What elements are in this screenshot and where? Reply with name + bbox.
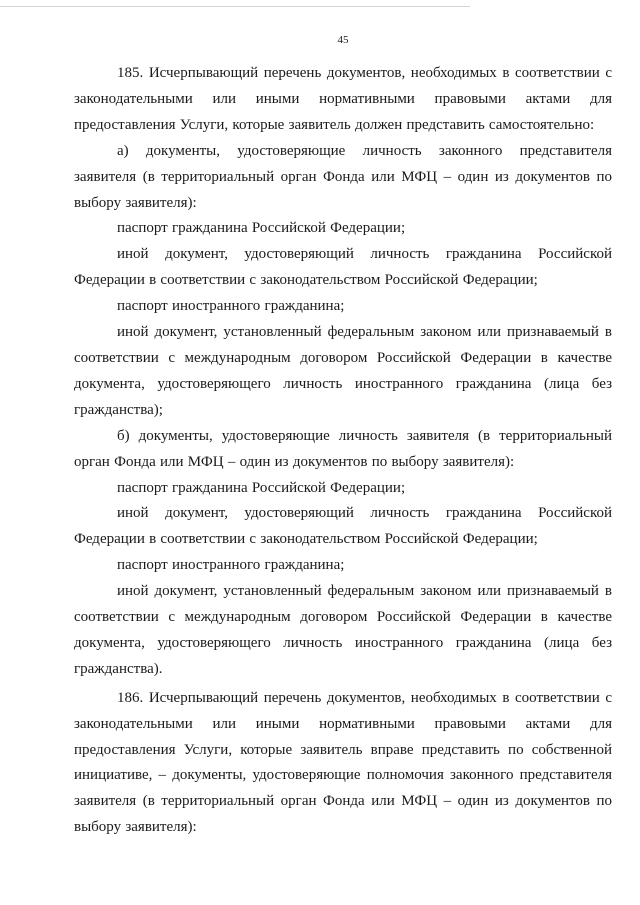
document-body: [74, 61, 612, 841]
list-item-other-doc-foreign: иной документ, установленный федеральным законом или признаваемый в соответствии с международным договором Российской Федерации в качестве документа, удостоверяющего личность иностранного гражданина (лица без гражданства).: [74, 583, 612, 677]
list-item-foreign-passport: паспорт иностранного гражданина;: [117, 298, 345, 315]
paragraph-item-b: б) документы, удостоверяющие личность заявителя (в территориальный орган Фонда или МФЦ – один из документов по выбору заявителя):: [74, 427, 612, 470]
list-item-other-doc-foreign: иной документ, установленный федеральным законом или признаваемый в соответствии с международным договором Российской Федерации в качестве документа, удостоверяющего личность иностранного гражданина (лица без гражданства);: [74, 324, 612, 418]
list-item-passport-rf: паспорт гражданина Российской Федерации;: [117, 220, 406, 237]
list-item-other-doc-rf: иной документ, удостоверяющий личность гражданина Российской Федерации в соответствии с законодательством Российской Федерации;: [74, 505, 612, 548]
paragraph-186-intro: 186. Исчерпывающий перечень документов, необходимых в соответствии с законодательными или иными нормативными правовыми актами для предоставления Услуги, которые заявитель вправе представить по собственной инициативе, – документы, удостоверяющие полномочия законного представителя заявителя (в территориальный орган Фонда или МФЦ – один из документов по выбору заявителя):: [74, 689, 612, 836]
list-item-foreign-passport: паспорт иностранного гражданина;: [117, 557, 345, 574]
page-number: 45: [337, 34, 349, 46]
list-item-passport-rf: паспорт гражданина Российской Федерации;: [117, 479, 406, 496]
scan-edge-line: [0, 6, 470, 7]
list-item-other-doc-rf: иной документ, удостоверяющий личность гражданина Российской Федерации в соответствии с законодательством Российской Федерации;: [74, 246, 612, 289]
paragraph-item-a: а) документы, удостоверяющие личность законного представителя заявителя (в территориальный орган Фонда или МФЦ – один из документов по выбору заявителя):: [74, 142, 612, 211]
paragraph-185-intro: 185. Исчерпывающий перечень документов, необходимых в соответствии с законодательными или иными нормативными правовыми актами для предоставления Услуги, которые заявитель должен представить самостоятельно:: [74, 65, 612, 133]
